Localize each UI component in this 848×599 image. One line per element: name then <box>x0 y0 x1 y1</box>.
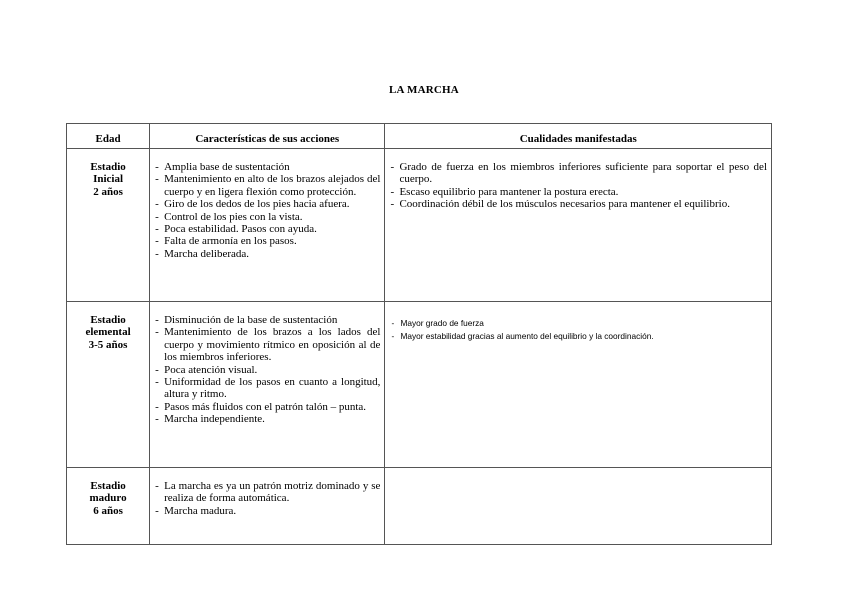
list-item: - Uniformidad de los pasos en cuanto a longitud, altura y ritmo. <box>154 376 380 401</box>
list-item: - Poca atención visual. <box>154 364 380 376</box>
list-item: - Mantenimiento de los brazos a los lados del cuerpo y movimiento rítmico en oposición al de los miembros inferiores. <box>154 326 380 363</box>
list-item: - Poca estabilidad. Pasos con ayuda. <box>154 223 380 235</box>
stage-cell: Estadio elemental 3-5 años <box>67 302 150 468</box>
page-title: LA MARCHA <box>389 84 459 96</box>
list-item: - Marcha deliberada. <box>154 248 380 260</box>
header-qualities: Cualidades manifestadas <box>385 124 772 149</box>
table-row <box>67 302 772 468</box>
list-item: - Disminución de la base de sustentación <box>154 314 380 326</box>
table-row <box>67 468 772 545</box>
list-item: - Falta de armonía en los pasos. <box>154 235 380 247</box>
table-header-row <box>67 124 772 149</box>
list-item: - Coordinación débil de los músculos necesarios para mantener el equilibrio. <box>389 198 767 210</box>
actions-cell <box>150 149 385 302</box>
list-item: - Grado de fuerza en los miembros inferiores suficiente para soportar el peso del cuerpo. <box>389 161 767 186</box>
gait-table <box>66 123 772 545</box>
list-item: - Escaso equilibrio para mantener la postura erecta. <box>389 186 767 198</box>
stage-cell: Estadio maduro 6 años <box>67 468 150 545</box>
table-row <box>67 149 772 302</box>
qualities-cell <box>385 468 772 545</box>
list-item: - Amplia base de sustentación <box>154 161 380 173</box>
list-item: - Control de los pies con la vista. <box>154 211 380 223</box>
qualities-cell <box>385 149 772 302</box>
list-item: - Marcha independiente. <box>154 413 380 425</box>
list-item: - Giro de los dedos de los pies hacia afuera. <box>154 198 380 210</box>
list-item: - Mayor grado de fuerza <box>390 317 767 330</box>
header-actions: Características de sus acciones <box>150 124 385 149</box>
list-item: - Pasos más fluidos con el patrón talón – punta. <box>154 401 380 413</box>
qualities-cell <box>385 302 772 468</box>
list-item: - Marcha madura. <box>154 505 380 517</box>
actions-cell <box>150 468 385 545</box>
list-item: - Mantenimiento en alto de los brazos alejados del cuerpo y en ligera flexión como protección. <box>154 173 380 198</box>
list-item: - Mayor estabilidad gracias al aumento del equilibrio y la coordinación. <box>390 330 767 343</box>
list-item: - La marcha es ya un patrón motriz dominado y se realiza de forma automática. <box>154 480 380 505</box>
actions-cell <box>150 302 385 468</box>
header-age: Edad <box>67 124 150 149</box>
stage-cell: Estadio Inicial 2 años <box>67 149 150 302</box>
